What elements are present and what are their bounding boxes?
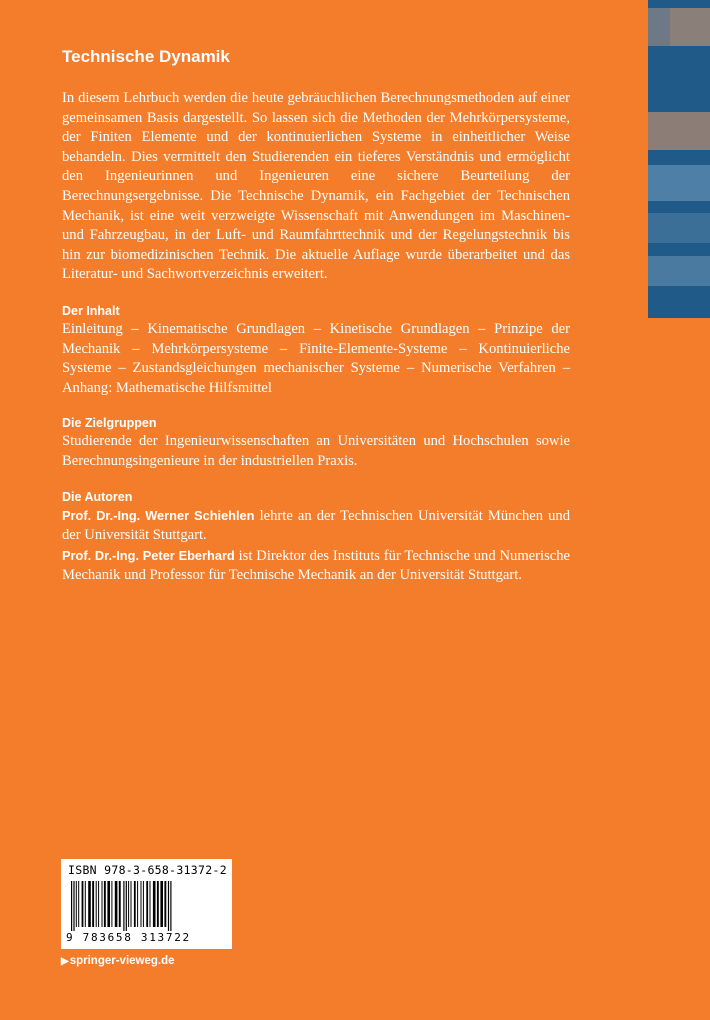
barcode-bar	[170, 881, 171, 931]
barcode-bar	[131, 881, 132, 927]
barcode-bar	[123, 881, 124, 931]
book-title: Technische Dynamik	[62, 47, 230, 66]
barcode-bar	[168, 881, 169, 931]
barcode-bar	[160, 881, 163, 927]
barcode-bar	[137, 881, 138, 927]
barcode-bar	[82, 881, 84, 927]
barcode-bar	[85, 881, 86, 927]
section-heading: Die Zielgruppen	[62, 416, 157, 431]
barcode-bar	[126, 881, 127, 931]
barcode-bar	[104, 881, 106, 927]
author-2-bio: ist Direktor des Instituts für Technische und Numerische Mechanik und Professor für Technische Mechanik an der Universität Stuttgart.	[62, 547, 570, 584]
publisher-website	[61, 955, 175, 967]
band-block	[648, 256, 710, 286]
section-text: Einleitung – Kinematische Grundlagen – Kinetische Grundlagen – Prinzipe der Mechanik – Mehrkörpersysteme – Finite-Elemente-Systeme – Kontinuierliche Systeme – Zustandsgleichungen mechanischer Systeme – Numerische Verfahren – Anhang: Mathematische Hilfsmittel	[62, 320, 570, 396]
barcode-bar	[134, 881, 136, 927]
barcode-bar	[150, 881, 151, 927]
barcode-bar	[88, 881, 91, 927]
barcode-bar	[157, 881, 159, 927]
decorative-side-band	[648, 0, 710, 318]
band-block	[670, 8, 710, 46]
section-heading: Der Inhalt	[62, 303, 120, 318]
band-block	[648, 213, 710, 243]
section-heading: Die Autoren	[62, 489, 133, 504]
barcode-bar	[119, 881, 121, 927]
barcode-bar	[164, 881, 166, 927]
barcode-bar	[111, 881, 112, 927]
book-description: In diesem Lehrbuch werden die heute gebräuchlichen Berechnungsmethoden auf einer gemeinsamen Basis dargestellt. So lassen sich die Methoden der Mehrkörpersysteme, der Finiten Elemente und der kontinuierlichen Systeme in einheitlicher Weise behandeln. Dies vermittelt den Studierenden ein tieferes Verständnis und ermöglicht den Ingenieurinnen und Ingenieuren eine sichere Beurteilung der Berechnungsergebnisse. Die Technische Dynamik, ein Fachgebiet der Technischen Mechanik, ist eine weit verzweigte Wissenschaft mit Anwendungen im Maschinen- und Fahrzeugbau, in der Luft- und Raumfahrttechnik und der Regelungstechnik bis hin zur biomedizinischen Technik. Die aktuelle Auflage wurde überarbeitet und das Literatur- und Sachwortverzeichnis erweitert.	[62, 90, 570, 283]
barcode-bar	[96, 881, 97, 927]
author-1	[62, 506, 570, 546]
barcode-bar	[153, 881, 156, 927]
band-block	[648, 165, 710, 201]
author-2	[62, 546, 570, 586]
barcode-bar	[143, 881, 144, 927]
barcode-bar	[76, 881, 77, 927]
section-inhalt	[62, 302, 570, 398]
section-autoren	[62, 488, 570, 586]
barcode-bar	[115, 881, 118, 927]
band-block	[648, 112, 710, 150]
author-1-name: Prof. Dr.-Ing. Werner Schiehlen	[62, 507, 255, 523]
barcode-bar	[146, 881, 148, 927]
section-zielgruppen	[62, 414, 570, 471]
isbn-barcode	[61, 859, 232, 949]
website-url: springer-vieweg.de	[69, 955, 175, 967]
barcode-digits: 9 783658 313722	[66, 931, 191, 944]
barcode-bar	[128, 881, 129, 927]
barcode-bar	[141, 881, 142, 927]
barcode-bar	[73, 881, 74, 931]
barcode-bar	[102, 881, 103, 927]
barcode-bar	[92, 881, 94, 927]
barcode-bar	[107, 881, 110, 927]
section-text: Studierende der Ingenieurwissenschaften an Universitäten und Hochschulen sowie Berechnungsingenieure in der industriellen Praxis.	[62, 433, 570, 469]
author-1-bio: lehrte an der Technischen Universität München und der Universität Stuttgart.	[62, 507, 570, 544]
barcode-bar	[98, 881, 99, 927]
barcode-bar	[71, 881, 72, 931]
author-2-name: Prof. Dr.-Ing. Peter Eberhard	[62, 547, 235, 563]
arrow-right-icon: ▶	[61, 956, 69, 967]
band-block	[648, 8, 670, 46]
isbn-label: ISBN 978-3-658-31372-2	[68, 863, 227, 877]
barcode-bars	[71, 881, 223, 931]
back-cover-text	[62, 89, 570, 586]
barcode-bar	[78, 881, 79, 927]
